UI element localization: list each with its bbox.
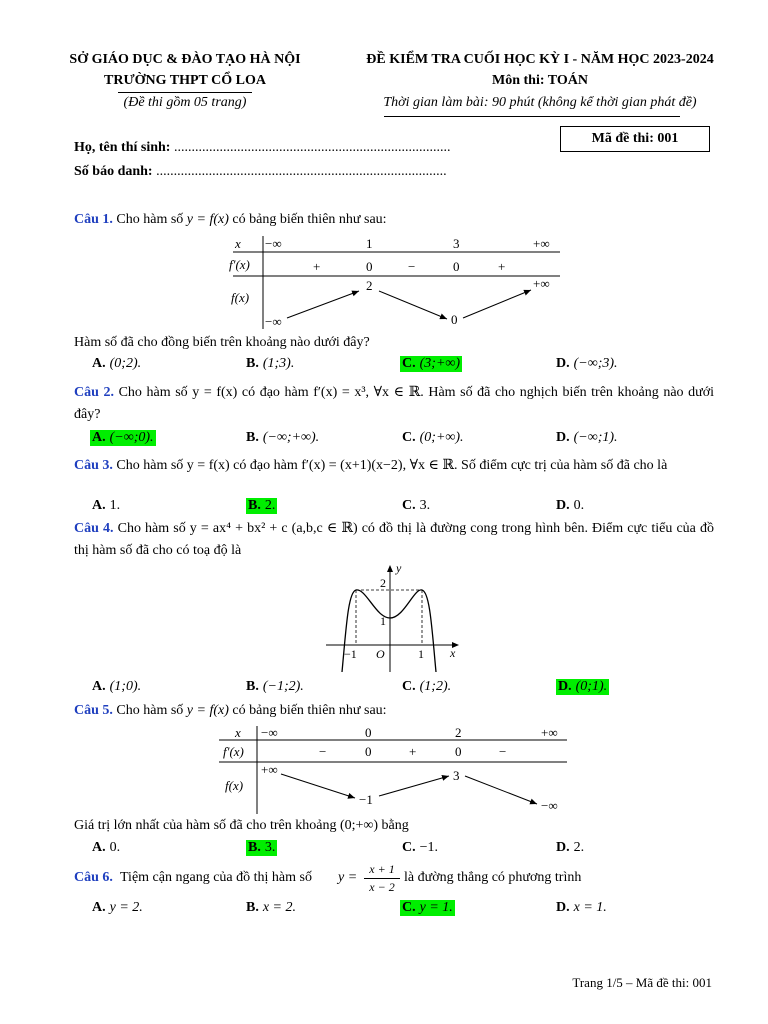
graph-origin-label: O <box>376 647 385 661</box>
t5-f-2: 3 <box>453 768 460 783</box>
t5-x-label: x <box>235 725 241 740</box>
graph-x-label: x <box>450 646 456 660</box>
q4-option-c[interactable]: C. (1;2). <box>402 679 452 694</box>
q5-option-c[interactable]: C. −1. <box>402 840 439 855</box>
question-1-func: y = f(x) <box>186 212 229 227</box>
question-4-number: Câu 4. <box>74 521 114 536</box>
t5-x-3: +∞ <box>541 725 558 740</box>
student-id-label: Số báo danh: <box>74 164 153 179</box>
graph-tick-y1: 1 <box>380 614 386 628</box>
page-count-note: (Đề thi gồm 05 trang) <box>123 95 247 110</box>
question-1-text-a: Cho hàm số <box>116 212 184 227</box>
exam-code-box: Mã đề thi: 001 <box>560 126 710 152</box>
t1-f-2: 0 <box>451 312 458 327</box>
t1-f-0: −∞ <box>265 314 282 329</box>
graph-tick-x1: 1 <box>418 647 424 661</box>
question-5-prompt: Giá trị lớn nhất của hàm số đã cho trên khoảng (0;+∞) bằng <box>74 818 409 833</box>
question-6-func-lhs: y = <box>338 870 358 885</box>
page-footer: Trang 1/5 – Mã đề thi: 001 <box>572 975 712 990</box>
t5-x-0: −∞ <box>261 725 278 740</box>
student-id-line <box>74 164 447 180</box>
exam-subject: Môn thi: TOÁN <box>492 73 588 88</box>
t1-x-3: +∞ <box>533 236 550 251</box>
t5-fp-1: 0 <box>365 744 372 759</box>
student-name-line <box>74 140 450 156</box>
question-5-text-a: Cho hàm số <box>116 703 184 718</box>
question-5 <box>74 700 714 722</box>
q2-option-d[interactable]: D. (−∞;1). <box>556 430 618 445</box>
question-5-number: Câu 5. <box>74 703 113 718</box>
graph-y-label: y <box>396 561 402 575</box>
q6-option-b[interactable]: B. x = 2. <box>246 900 297 915</box>
student-id-dots: ................................................................................... <box>156 164 447 179</box>
q5-option-a[interactable]: A. 0. <box>92 840 121 855</box>
q3-option-c[interactable]: C. 3. <box>402 498 431 513</box>
variation-table-1 <box>225 234 565 330</box>
q1-option-d[interactable]: D. (−∞;3). <box>556 356 618 371</box>
school-name: TRƯỜNG THPT CỔ LOA <box>104 73 266 88</box>
t5-fp-2: + <box>409 744 417 759</box>
t1-fp-2: − <box>408 259 416 274</box>
t1-f-1: 2 <box>366 278 373 293</box>
t5-x-1: 0 <box>365 725 372 740</box>
q2-option-a[interactable]: A. (−∞;0). <box>92 430 154 445</box>
graph-tick-y2: 2 <box>380 576 386 590</box>
q6-option-d[interactable]: D. x = 1. <box>556 900 607 915</box>
q4-option-a[interactable]: A. (1;0). <box>92 679 142 694</box>
question-6-func-numerator: x + 1 <box>369 862 395 876</box>
question-6 <box>74 864 714 898</box>
question-2-text: Cho hàm số y = f(x) có đạo hàm f′(x) = x³, ∀x ∈ ℝ. Hàm số đã cho nghịch biến trên khoảng nào dưới đây? <box>74 385 715 422</box>
t5-f-1: −1 <box>359 792 373 807</box>
school-department: SỞ GIÁO DỤC & ĐÀO TẠO HÀ NỘI <box>69 52 301 67</box>
question-1-text-b: có bảng biến thiên như sau: <box>232 212 387 227</box>
question-2 <box>74 382 714 426</box>
q2-option-b[interactable]: B. (−∞;+∞). <box>246 430 320 445</box>
t5-f-3: −∞ <box>541 798 558 813</box>
t1-f-label: f(x) <box>231 290 250 305</box>
question-6-fraction-bar <box>364 878 400 879</box>
q5-option-b[interactable]: B. 3. <box>248 840 276 855</box>
t1-x-label: x <box>235 236 241 251</box>
question-5-text-b: có bảng biến thiên như sau: <box>232 703 387 718</box>
q3-option-a[interactable]: A. 1. <box>92 498 121 513</box>
question-4-text: Cho hàm số y = ax⁴ + bx² + c (a,b,c ∈ ℝ) có đồ thị là đường cong trong hình bên. Điểm cực tiểu của đồ thị hàm số đã cho có toạ độ là <box>74 521 714 558</box>
question-1-number: Câu 1. <box>74 212 113 227</box>
header-underline-left <box>118 92 252 93</box>
q1-option-c[interactable]: C. (3;+∞) <box>402 356 461 371</box>
t1-fp-3: 0 <box>453 259 460 274</box>
t5-fp-label: f′(x) <box>223 744 244 759</box>
t1-fp-0: + <box>313 259 321 274</box>
t5-f-label: f(x) <box>225 778 244 793</box>
question-3-text: Cho hàm số y = f(x) có đạo hàm f′(x) = (x+1)(x−2), ∀x ∈ ℝ. Số điểm cực trị của hàm số đã cho là <box>116 458 668 473</box>
t5-x-2: 2 <box>455 725 462 740</box>
question-6-text-b: là đường thẳng có phương trình <box>404 870 582 885</box>
q1-option-a[interactable]: A. (0;2). <box>92 356 142 371</box>
question-1-prompt: Hàm số đã cho đồng biến trên khoảng nào dưới đây? <box>74 335 370 350</box>
question-6-text-a: Tiệm cận ngang của đồ thị hàm số <box>120 870 312 885</box>
question-3-number: Câu 3. <box>74 458 113 473</box>
student-name-dots: ............................................................................... <box>173 140 451 155</box>
t1-fp-1: 0 <box>366 259 373 274</box>
question-2-number: Câu 2. <box>74 385 114 400</box>
q4-option-d[interactable]: D. (0;1). <box>558 679 608 694</box>
q5-option-d[interactable]: D. 2. <box>556 840 585 855</box>
t1-x-1: 1 <box>366 236 373 251</box>
t1-f-3: +∞ <box>533 276 550 291</box>
graph-tick-xm1: −1 <box>344 647 357 661</box>
q6-option-a[interactable]: A. y = 2. <box>92 900 143 915</box>
header-underline-right <box>384 116 680 117</box>
t5-fp-4: − <box>499 744 507 759</box>
student-name-label: Họ, tên thí sinh: <box>74 140 171 155</box>
q4-option-b[interactable]: B. (−1;2). <box>246 679 304 694</box>
question-3 <box>74 455 714 477</box>
quartic-graph <box>318 560 466 675</box>
q3-option-d[interactable]: D. 0. <box>556 498 585 513</box>
q6-option-c[interactable]: C. y = 1. <box>402 900 453 915</box>
t5-fp-0: − <box>319 744 327 759</box>
t1-x-2: 3 <box>453 236 460 251</box>
exam-duration: Thời gian làm bài: 90 phút (không kể thời gian phát đề) <box>383 95 697 110</box>
q2-option-c[interactable]: C. (0;+∞). <box>402 430 464 445</box>
question-4 <box>74 518 714 562</box>
question-1 <box>74 209 714 231</box>
t1-fp-label: f′(x) <box>229 257 250 272</box>
exam-title: ĐỀ KIỂM TRA CUỐI HỌC KỲ I - NĂM HỌC 2023-2024 <box>366 52 714 67</box>
q1-option-b[interactable]: B. (1;3). <box>246 356 295 371</box>
question-6-func-denominator: x − 2 <box>369 880 395 894</box>
t5-f-0: +∞ <box>261 762 278 777</box>
q3-option-b[interactable]: B. 2. <box>248 498 276 513</box>
t1-x-0: −∞ <box>265 236 282 251</box>
question-5-func: y = f(x) <box>186 703 229 718</box>
variation-table-5 <box>215 724 575 816</box>
t5-fp-3: 0 <box>455 744 462 759</box>
t1-fp-4: + <box>498 259 506 274</box>
question-6-number: Câu 6. <box>74 870 113 885</box>
